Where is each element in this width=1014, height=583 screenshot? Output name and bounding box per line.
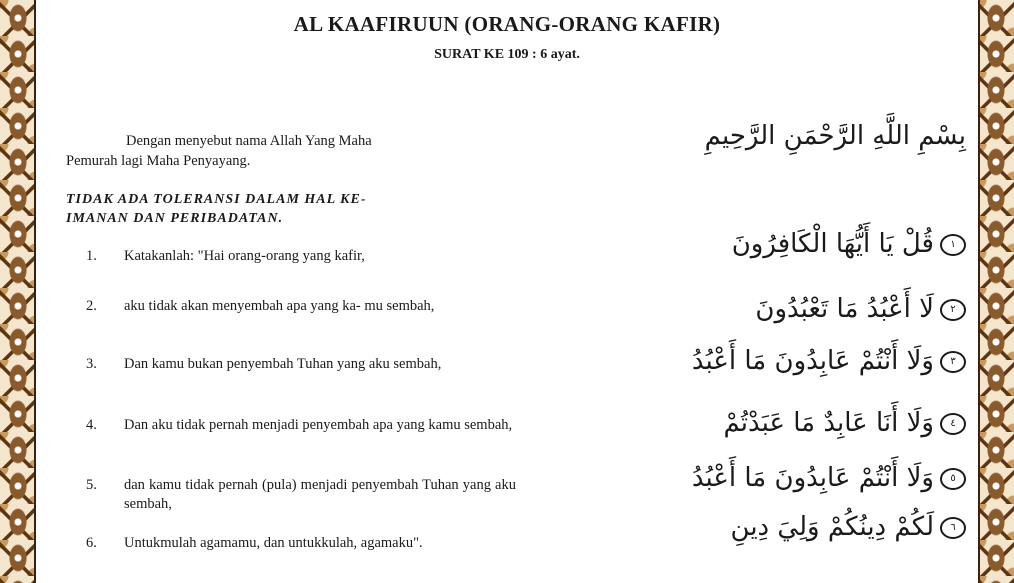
verse-number: 6.	[86, 535, 97, 551]
verse-text: Dan kamu bukan penyembah Tuhan yang aku sembah,	[124, 356, 442, 372]
verse-end-marker-icon: ٢	[940, 299, 966, 321]
verse-text: dan kamu tidak pernah (pula) menjadi penyembah Tuhan yang aku sembah,	[124, 477, 516, 512]
basmala-arabic: بِسْمِ اللَّهِ الرَّحْمَنِ الرَّحِيمِ	[704, 121, 966, 151]
verse-number: 5.	[86, 477, 97, 493]
verse-text: Katakanlah: "Hai orang-orang yang kafir,	[124, 248, 365, 264]
verse-translation	[86, 355, 516, 374]
verse-translation	[86, 534, 516, 553]
verse-text: aku tidak akan menyembah apa yang ka- mu sembah,	[124, 298, 435, 314]
verse-end-marker-icon: ٤	[940, 413, 966, 435]
verse-end-marker-icon: ٣	[940, 351, 966, 373]
verse-arabic	[731, 511, 966, 543]
surah-subtitle: SURAT KE 109 : 6 ayat.	[434, 47, 580, 62]
verse-translation	[86, 476, 516, 514]
verse-end-marker-icon: ٥	[940, 468, 966, 490]
verse-number: 2.	[86, 298, 97, 314]
verse-end-marker-icon: ١	[940, 234, 966, 256]
arabic-text: لَا أَعْبُدُ مَا تَعْبُدُونَ	[755, 294, 934, 324]
ornamental-border-left	[0, 0, 36, 583]
arabic-text: وَلَا أَنْتُمْ عَابِدُونَ مَا أَعْبُدُ	[691, 346, 934, 376]
arabic-text: وَلَا أَنَا عَابِدٌ مَا عَبَدْتُمْ	[723, 408, 934, 438]
verse-end-marker-icon: ٦	[940, 517, 966, 539]
surah-title: AL KAAFIRUUN (ORANG-ORANG KAFIR)	[293, 12, 721, 36]
verse-translation	[86, 247, 516, 266]
ornamental-border-right	[978, 0, 1014, 583]
arabic-text: لَكُمْ دِينُكُمْ وَلِيَ دِينِ	[730, 512, 934, 542]
heading-line-1: TIDAK ADA TOLERANSI DALAM HAL KE-	[66, 192, 367, 207]
verse-text: Dan aku tidak pernah menjadi penyembah apa yang kamu sembah,	[124, 417, 513, 433]
intro-line-2: Pemurah lagi Maha Penyayang.	[66, 153, 251, 169]
intro-line-1: Dengan menyebut nama Allah Yang Maha	[126, 133, 372, 149]
verse-arabic	[692, 462, 966, 494]
verse-number: 1.	[86, 248, 97, 264]
verse-arabic	[732, 228, 966, 260]
verse-translation	[86, 297, 516, 316]
section-heading	[66, 190, 508, 228]
verse-number: 3.	[86, 356, 97, 372]
verse-translation	[86, 416, 516, 435]
heading-line-2: IMANAN DAN PERIBADATAN.	[66, 211, 284, 226]
verse-arabic	[755, 293, 966, 325]
arabic-text: وَلَا أَنْتُمْ عَابِدُونَ مَا أَعْبُدُ	[691, 463, 934, 493]
arabic-text: قُلْ يَا أَيُّهَا الْكَافِرُونَ	[731, 229, 934, 259]
basmala-translation	[66, 131, 508, 171]
verse-arabic	[723, 407, 966, 439]
verse-text: Untukmulah agamamu, dan untukkulah, agamaku".	[124, 535, 423, 551]
verse-arabic	[692, 345, 966, 377]
verse-number: 4.	[86, 417, 97, 433]
